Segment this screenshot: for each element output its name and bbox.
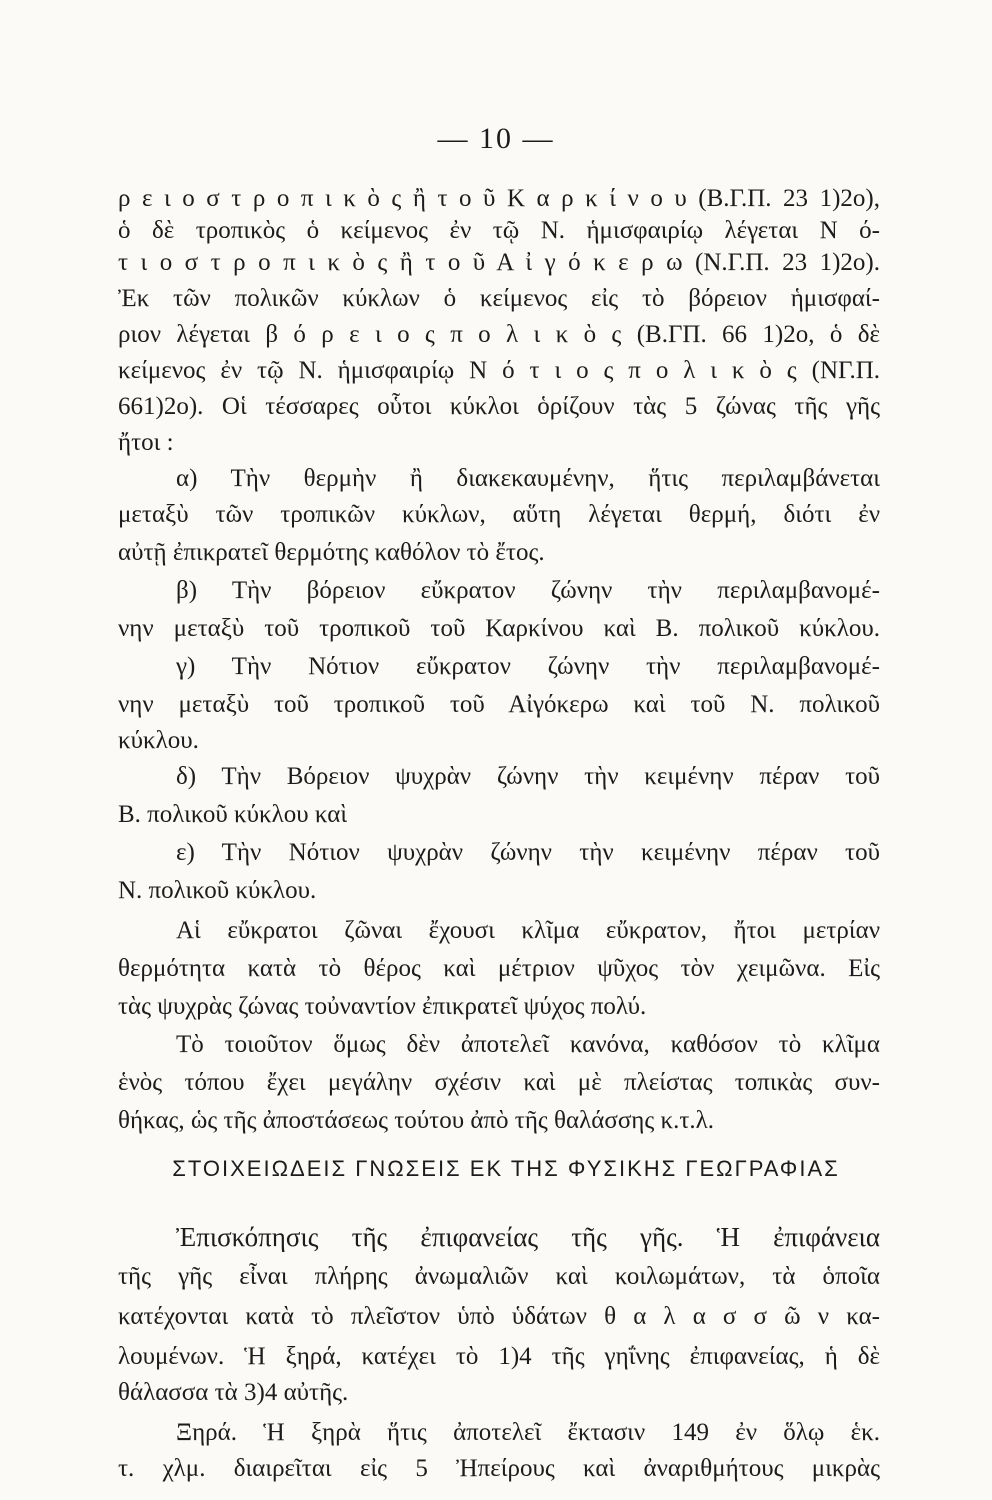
- text-line: κατέχονται κατὰ τὸ πλεῖστον ὑπὸ ὑδάτων θ α λ α σ σ ῶ ν κα-: [118, 1303, 880, 1330]
- text-line: κείμενος ἐν τῷ Ν. ἡμισφαιρίῳ Ν ό τ ι ο ς π ο λ ι κ ὸ ς (ΝΓ.Π.: [118, 357, 880, 384]
- text-line: β) Τὴν βόρειον εὔκρατον ζώνην τὴν περιλαμβανομέ-: [176, 577, 880, 604]
- section-heading: ΣΤΟΙΧΕΙΩΔΕΙΣ ΓΝΩΣΕΙΣ ΕΚ ΤΗΣ ΦΥΣΙΚΗΣ ΓΕΩΓΡΑΦΙΑΣ: [172, 1156, 840, 1181]
- page-number: — 10 —: [437, 122, 555, 155]
- text-line: αὐτῇ ἐπικρατεῖ θερμότης καθόλον τὸ ἔτος.: [118, 539, 545, 566]
- text-line: λουμένων. Ἡ ξηρά, κατέχει τὸ 1)4 τῆς γηΐνης ἐπιφανείας, ἡ δὲ: [118, 1343, 880, 1370]
- text-line: τὰς ψυχρὰς ζώνας τοὐναντίον ἐπικρατεῖ ψύχος πολύ.: [118, 993, 647, 1020]
- text-line: νην μεταξὺ τοῦ τροπικοῦ τοῦ Αἰγόκερω καὶ τοῦ Ν. πολικοῦ: [118, 691, 880, 718]
- text-line: μεταξὺ τῶν τροπικῶν κύκλων, αὕτη λέγεται θερμή, διότι ἐν: [118, 501, 880, 528]
- text-line: Β. πολικοῦ κύκλου καὶ: [118, 801, 348, 828]
- text-line: Ἐπισκόπησις τῆς ἐπιφανείας τῆς γῆς. Ἡ ἐπιφάνεια: [176, 1222, 880, 1252]
- text-line: 661)2ο). Οἱ τέσσαρες οὗτοι κύκλοι ὁρίζουν τὰς 5 ζώνας τῆς γῆς: [118, 393, 880, 420]
- text-line: τ ι ο σ τ ρ ο π ι κ ὸ ς ἢ τ ο ῦ Α ἰ γ ό κ ε ρ ω (Ν.Γ.Π. 23 1)2ο).: [118, 249, 880, 276]
- text-line: ὁ δὲ τροπικὸς ὁ κείμενος ἐν τῷ Ν. ἡμισφαιρίῳ λέγεται Ν ό-: [118, 217, 880, 244]
- text-line: ριον λέγεται β ό ρ ε ι ο ς π ο λ ι κ ὸ ς (Β.ΓΠ. 66 1)2ο, ὁ δὲ: [118, 321, 880, 348]
- text-line: ε) Τὴν Νότιον ψυχρὰν ζώνην τὴν κειμένην πέραν τοῦ: [176, 839, 880, 866]
- text-line: δ) Τὴν Βόρειον ψυχρὰν ζώνην τὴν κειμένην πέραν τοῦ: [176, 763, 880, 790]
- text-line: γ) Τὴν Νότιον εὔκρατον ζώνην τὴν περιλαμβανομέ-: [176, 653, 880, 680]
- text-line: τ. χλμ. διαιρεῖται εἰς 5 Ἠπείρους καὶ ἀναριθμήτους μικρὰς: [118, 1455, 880, 1482]
- text-line: Ἐκ τῶν πολικῶν κύκλων ὁ κείμενος εἰς τὸ βόρειον ἡμισφαί-: [118, 285, 880, 312]
- text-line: κύκλου.: [118, 727, 199, 754]
- text-line: Τὸ τοιοῦτον ὅμως δὲν ἀποτελεῖ κανόνα, καθόσον τὸ κλῖμα: [176, 1031, 880, 1058]
- text-line: θερμότητα κατὰ τὸ θέρος καὶ μέτριον ψῦχος τὸν χειμῶνα. Εἰς: [118, 955, 880, 982]
- text-line: α) Τὴν θερμὴν ἢ διακεκαυμένην, ἥτις περιλαμβάνεται: [176, 465, 880, 492]
- text-line: θήκας, ὡς τῆς ἀποστάσεως τούτου ἀπὸ τῆς θαλάσσης κ.τ.λ.: [118, 1107, 715, 1134]
- text-line: ρ ε ι ο σ τ ρ ο π ι κ ὸ ς ἢ τ ο ῦ Κ α ρ κ ί ν ο υ (Β.Γ.Π. 23 1)2ο),: [118, 185, 880, 212]
- text-line: τῆς γῆς εἶναι πλήρης ἀνωμαλιῶν καὶ κοιλωμάτων, τὰ ὁποῖα: [118, 1263, 880, 1290]
- text-line: θάλασσα τὰ 3)4 αὐτῆς.: [118, 1379, 349, 1406]
- text-line: νην μεταξὺ τοῦ τροπικοῦ τοῦ Καρκίνου καὶ Β. πολικοῦ κύκλου.: [118, 615, 880, 642]
- text-line: Ν. πολικοῦ κύκλου.: [118, 877, 317, 904]
- text-line: ἤτοι :: [118, 429, 174, 456]
- text-line: Αἱ εὔκρατοι ζῶναι ἔχουσι κλῖμα εὔκρατον, ἤτοι μετρίαν: [176, 917, 880, 944]
- text-line: ἑνὸς τόπου ἔχει μεγάλην σχέσιν καὶ μὲ πλείστας τοπικὰς συν-: [118, 1069, 880, 1096]
- text-line: Ξηρά. Ἡ ξηρὰ ἥτις ἀποτελεῖ ἔκτασιν 149 ἐν ὅλῳ ἑκ.: [176, 1419, 880, 1446]
